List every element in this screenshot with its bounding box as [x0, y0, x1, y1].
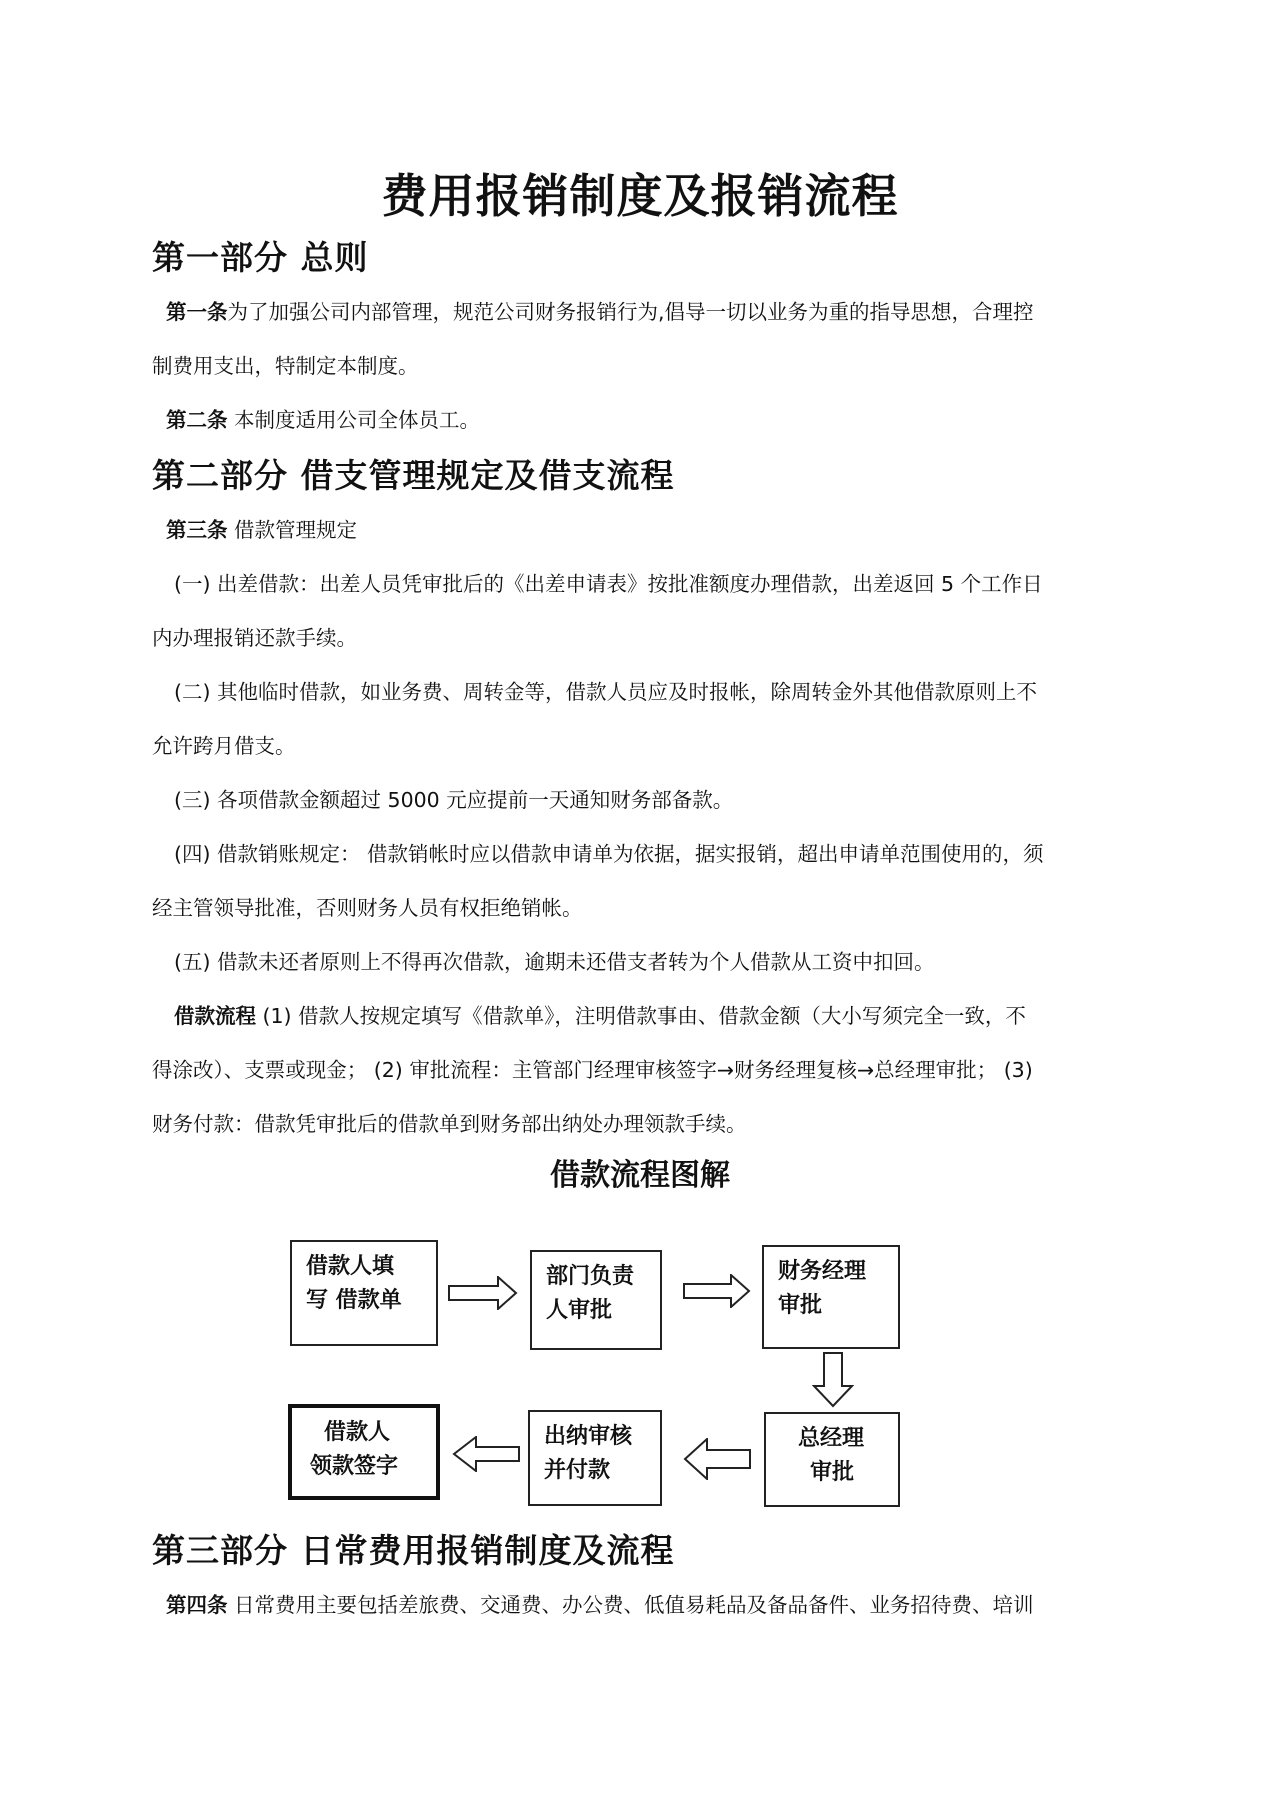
item-2-text-b: 允许跨月借支。: [152, 734, 296, 758]
article-1-text-a: 为了加强公司内部管理，规范公司财务报销行为,倡导一切以业务为重的指导思想，合理控: [227, 300, 1034, 324]
article-2-label: 第二条: [166, 408, 228, 432]
flow-box-3-line-2: 审批: [778, 1293, 823, 1318]
article-3-text: 借款管理规定: [227, 518, 358, 542]
flow-box-6-line-2: 领款签字: [310, 1454, 399, 1479]
flow-box-2-line-2: 人审批: [546, 1298, 613, 1323]
flow-box-4-line-1: 总经理: [798, 1426, 865, 1451]
flow-box-finance-approve: [762, 1245, 900, 1349]
article-1-label: 第一条: [166, 300, 228, 324]
part2-heading: 第二部分 借支管理规定及借支流程: [152, 456, 675, 495]
flow-box-4-line-2: 审批: [810, 1460, 855, 1485]
flow-box-fill-form: [290, 1240, 438, 1346]
item-1-text-a: (一) 出差借款：出差人员凭审批后的《出差申请表》按批准额度办理借款，出差返回 5 个工作日: [174, 572, 1043, 596]
loan-flow-label: 借款流程: [174, 1004, 256, 1028]
item-2-text-a: (二) 其他临时借款，如业务费、周转金等，借款人员应及时报帐，除周转金外其他借款原则上不: [174, 680, 1038, 704]
article-4: [152, 1578, 1132, 1632]
item-5-text: (五) 借款未还者原则上不得再次借款，逾期未还借支者转为个人借款从工资中扣回。: [174, 950, 935, 974]
flow-box-dept-approve: [530, 1250, 662, 1350]
item-3: [152, 773, 1132, 827]
arrow-left-icon: [452, 1436, 520, 1472]
part3-heading: 第三部分 日常费用报销制度及流程: [152, 1531, 675, 1570]
flow-box-1-line-2: 写 借款单: [306, 1288, 402, 1313]
loan-flow-text-c: 财务付款：借款凭审批后的借款单到财务部出纳处办理领款手续。: [152, 1112, 747, 1136]
item-4-text-b: 经主管领导批准，否则财务人员有权拒绝销帐。: [152, 896, 583, 920]
flow-box-gm-approve: [764, 1412, 900, 1507]
loan-flow-text-b: 得涂改）、支票或现金； (2) 审批流程：主管部门经理审核签字→财务经理复核→总经理审批； (3): [152, 1058, 1033, 1082]
flow-box-borrower-sign: [288, 1404, 440, 1500]
article-3-label: 第三条: [166, 518, 228, 542]
article-2-text: 本制度适用公司全体员工。: [227, 408, 481, 432]
item-1: [152, 557, 1132, 665]
article-3: [152, 503, 1132, 557]
document-title: 费用报销制度及报销流程: [381, 169, 899, 223]
arrow-right-icon: [448, 1276, 518, 1310]
arrow-left-icon: [683, 1438, 751, 1480]
flow-box-5-line-2: 并付款: [544, 1458, 611, 1483]
item-2: [152, 665, 1132, 773]
flow-box-1-line-1: 借款人填: [306, 1254, 395, 1279]
arrow-right-icon: [683, 1274, 751, 1308]
flow-box-5-line-1: 出纳审核: [544, 1424, 633, 1449]
diagram-title: 借款流程图解: [550, 1158, 730, 1193]
article-1: [152, 285, 1132, 393]
article-4-text: 日常费用主要包括差旅费、交通费、办公费、低值易耗品及备品备件、业务招待费、培训: [227, 1593, 1034, 1617]
flow-box-6-line-1: 借款人: [324, 1420, 391, 1445]
loan-flow: [152, 989, 1132, 1151]
article-2: [152, 393, 1132, 447]
flow-box-cashier-pay: [528, 1410, 662, 1506]
item-4-text-a: (四) 借款销账规定： 借款销帐时应以借款申请单为依据，据实报销，超出申请单范围使用的，须: [174, 842, 1044, 866]
loan-flow-text-a: (1) 借款人按规定填写《借款单》，注明借款事由、借款金额（大小写须完全一致，不: [256, 1004, 1026, 1028]
item-1-text-b: 内办理报销还款手续。: [152, 626, 357, 650]
arrow-down-icon: [812, 1352, 854, 1408]
item-3-text: (三) 各项借款金额超过 5000 元应提前一天通知财务部备款。: [174, 788, 734, 812]
item-4: [152, 827, 1132, 935]
article-4-label: 第四条: [166, 1593, 228, 1617]
item-5: [152, 935, 1132, 989]
flow-box-2-line-1: 部门负责: [546, 1264, 635, 1289]
flow-box-3-line-1: 财务经理: [778, 1259, 867, 1284]
article-1-text-b: 制费用支出，特制定本制度。: [152, 354, 419, 378]
part1-heading: 第一部分 总则: [152, 238, 369, 277]
